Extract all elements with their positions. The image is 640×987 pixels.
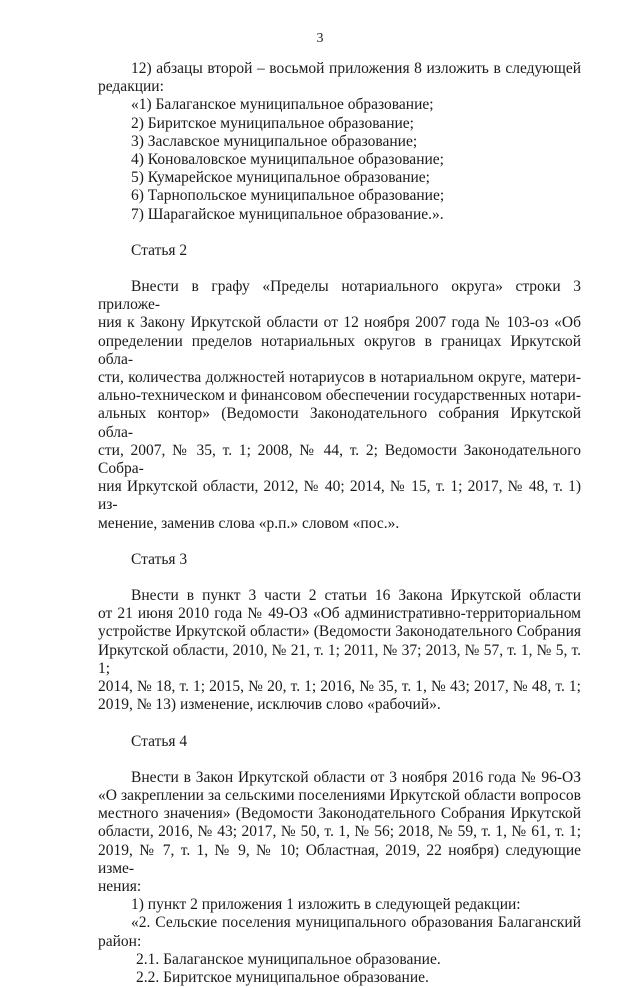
municipality-list [98,96,581,223]
text-line: ния Иркутской области, 2012, № 40; 2014, № 15, т. 1; 2017, № 48, т. 1) из- [98,478,581,514]
sub-item: 2.2. Биритское муниципальное образование. [136,968,429,986]
list-item: 6) Тарнопольское муниципальное образование; [131,187,445,205]
amendment-item: 1) пункт 2 приложения 1 изложить в следующей редакции: [131,896,521,914]
list-item: 7) Шарагайское муниципальное образование.». [131,205,444,223]
list-item: «1) Балаганское муниципальное образование; [131,96,434,114]
sub-item: 2.1. Балаганское муниципальное образование. [136,950,441,968]
article-title: Статья 4 [131,732,188,750]
list-item: 5) Кумарейское муниципальное образование; [131,169,430,187]
text-line: устройстве Иркутской области» (Ведомости Законодательного Собрания [98,623,581,641]
spacer [98,224,581,242]
text-line: области, 2016, № 43; 2017, № 50, т. 1, № 56; 2018, № 59, т. 1, № 61, т. 1; [98,823,581,841]
text-line: 2019, № 13) изменение, исключив слово «рабочий». [98,696,441,714]
text-line: нения: [98,877,142,895]
article-title: Статья 3 [131,550,188,568]
text-line: определении пределов нотариальных округов в границах Иркутской обла- [98,332,581,368]
text-line: менение, заменив слова «р.п.» словом «пос.». [98,514,400,532]
spacer [98,751,581,769]
text-line: «2. Сельские поселения муниципального образования Балаганский [131,914,581,932]
list-item: 2) Биритское муниципальное образование; [131,114,414,132]
text-line: сти, количества должностей нотариусов в нотариальном округе, матери- [98,369,581,387]
text-line: альных контор» (Ведомости Законодательного собрания Иркутской обла- [98,405,581,441]
article3-paragraph [98,587,581,714]
text-line: Внести в графу «Пределы нотариального округа» строки 3 приложе- [98,278,581,314]
spacer [98,260,581,278]
text-line: 2014, № 18, т. 1; 2015, № 20, т. 1; 2016, № 35, т. 1, № 43; 2017, № 48, т. 1; [98,678,581,696]
text-line: Иркутской области, 2010, № 21, т. 1; 2011, № 37; 2013, № 57, т. 1, № 5, т. 1; [98,641,581,677]
article-title: Статья 2 [131,241,188,259]
text-line: от 21 июня 2010 года № 49-ОЗ «Об административно-территориальном [98,605,581,623]
text-line: ально-техническом и финансовом обеспечении государственных нотари- [98,387,581,405]
text-line: «О закреплении за сельскими поселениями Иркутской области вопросов [98,786,581,804]
text-line: сти, 2007, № 35, т. 1; 2008, № 44, т. 2; Ведомости Законодательного Собра- [98,441,581,478]
item12-paragraph [98,60,581,96]
text-line: 12) абзацы второй – восьмой приложения 8 изложить в следующей [131,60,581,77]
text-line: редакции: [98,78,164,96]
text-line: 2019, № 7, т. 1, № 9, № 10; Областная, 2019, 22 ноября) следующие изме- [98,841,581,877]
text-line: Внести в пункт 3 части 2 статьи 16 Закона Иркутской области [131,587,581,605]
spacer [98,715,581,733]
document-body [98,60,581,987]
article4-paragraph [98,769,581,896]
text-line: местного значения» (Ведомости Законодательного Собрания Иркутской [98,805,581,823]
quoted-paragraph [98,914,581,950]
text-line: ния к Закону Иркутской области от 12 ноября 2007 года № 103-оз «Об [98,314,581,332]
spacer [98,569,581,587]
page-number: 3 [316,31,324,46]
list-item: 3) Заславское муниципальное образование; [131,132,418,150]
article2-paragraph [98,278,581,533]
list-item: 4) Коноваловское муниципальное образование; [131,151,444,169]
text-line: район: [98,932,142,950]
spacer [98,533,581,551]
text-line: Внести в Закон Иркутской области от 3 ноября 2016 года № 96-ОЗ [131,768,581,786]
